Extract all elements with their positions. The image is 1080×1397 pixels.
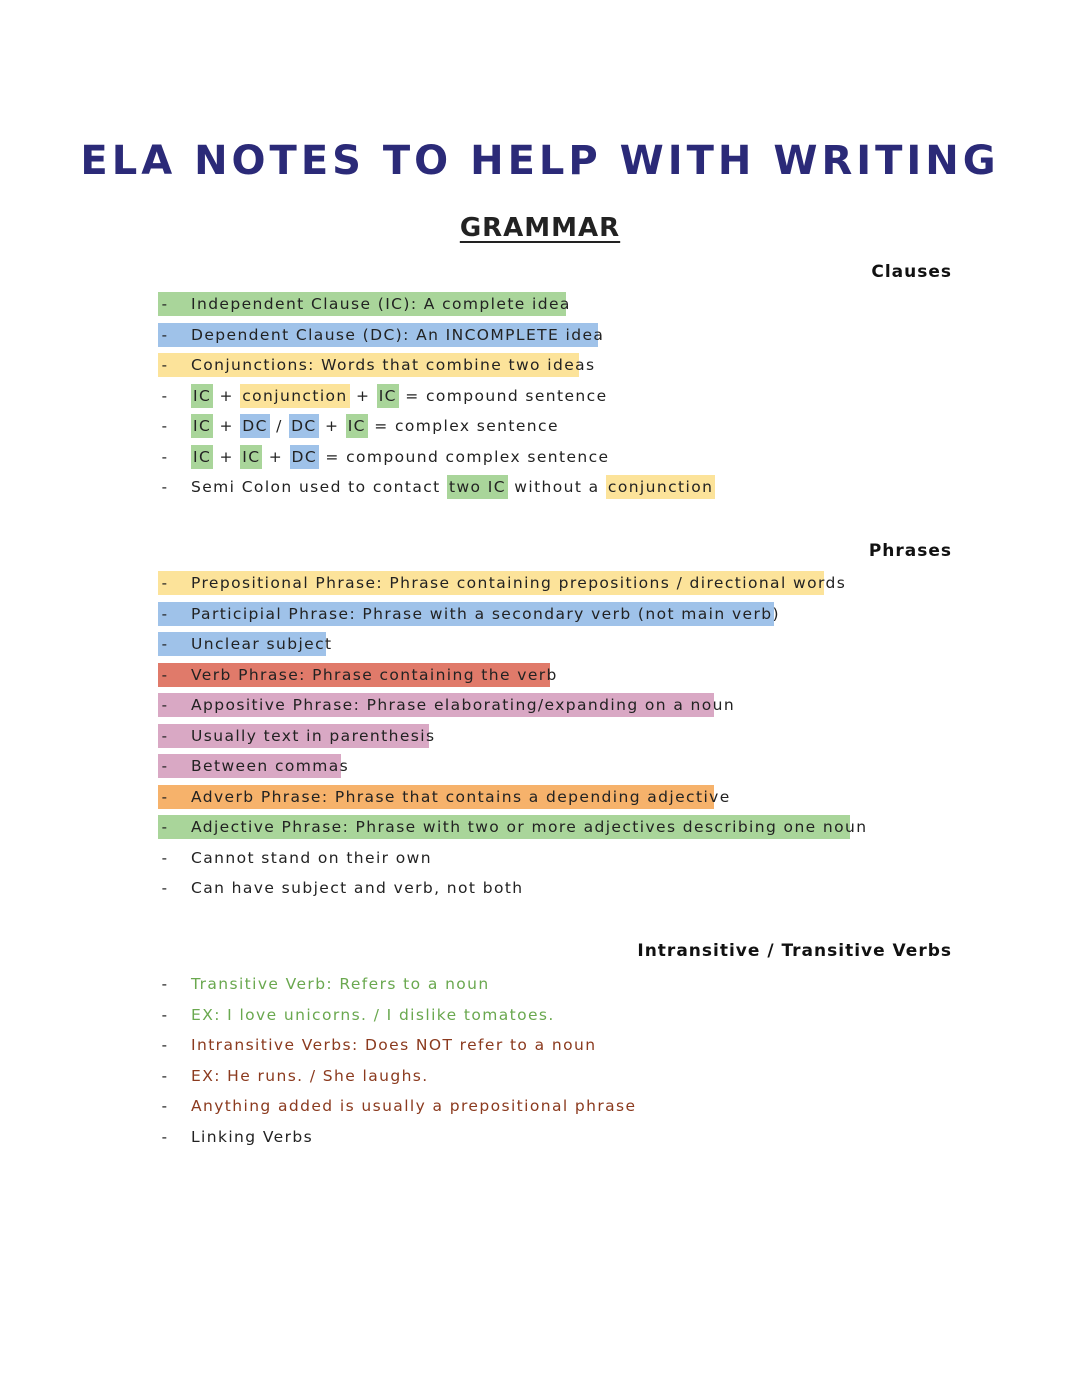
bullet-dash: -: [161, 757, 169, 775]
note-text: Between commas: [191, 757, 350, 775]
note-text: Appositive Phrase: Phrase elaborating/expanding on a noun: [191, 696, 736, 714]
section-label-clauses: Clauses: [871, 262, 952, 282]
bullet-dash: -: [161, 635, 169, 653]
operator: /: [276, 417, 283, 435]
note-text: Transitive Verb: Refers to a noun: [191, 975, 490, 993]
note-text: Can have subject and verb, not both: [191, 879, 524, 897]
note-text: Participial Phrase: Phrase with a secondary verb (not main verb): [191, 604, 780, 623]
note-text: Independent Clause (IC): A complete idea: [191, 295, 571, 313]
note-text: Conjunctions: Words that combine two ideas: [191, 356, 596, 374]
chip-conjunction: conjunction: [606, 475, 715, 499]
note-text: EX: He runs. / She laughs.: [191, 1066, 429, 1085]
note-text: Anything added is usually a prepositional phrase: [191, 1097, 637, 1115]
operator: +: [219, 386, 234, 405]
section-label-phrases: Phrases: [868, 541, 952, 561]
bullet-dash: -: [161, 665, 169, 684]
bullet-dash: -: [161, 574, 169, 592]
bullet-dash: -: [161, 295, 169, 313]
bullet-dash: -: [161, 1005, 169, 1024]
chip-dc: DC: [289, 414, 319, 438]
chip-ic: IC: [377, 384, 399, 408]
bullet-dash: -: [161, 975, 169, 993]
bullet-dash: -: [161, 325, 169, 344]
note-text: Prepositional Phrase: Phrase containing prepositions / directional words: [191, 574, 847, 592]
note-text: Adjective Phrase: Phrase with two or more adjectives describing one noun: [191, 818, 868, 836]
chip-ic: IC: [191, 414, 213, 438]
bullet-dash: -: [161, 356, 169, 374]
chip-ic: IC: [191, 384, 213, 408]
chip-ic: IC: [346, 414, 368, 438]
formula-result: = compound sentence: [405, 386, 608, 405]
chip-ic: IC: [191, 445, 213, 469]
section-heading-grammar: GRAMMAR: [459, 213, 621, 243]
chip-dc: DC: [240, 414, 270, 438]
bullet-dash: -: [161, 879, 169, 897]
operator: +: [219, 447, 234, 466]
note-text: Semi Colon used to contact: [191, 478, 441, 496]
chip-conjunction: conjunction: [240, 384, 349, 408]
bullet-dash: -: [161, 818, 169, 836]
note-text: Verb Phrase: Phrase containing the verb: [191, 665, 558, 684]
page-title: ELA NOTES TO HELP WITH WRITING: [80, 138, 1000, 184]
bullet-dash: -: [161, 386, 169, 405]
bullet-dash: -: [161, 787, 169, 806]
bullet-dash: -: [161, 417, 169, 435]
note-text: Cannot stand on their own: [191, 848, 432, 867]
bullet-dash: -: [161, 1127, 169, 1146]
bullet-dash: -: [161, 726, 169, 745]
note-text: Usually text in parenthesis: [191, 726, 436, 745]
operator: +: [324, 417, 340, 435]
bullet-dash: -: [161, 447, 169, 466]
bullet-dash: -: [161, 1097, 169, 1115]
chip-two-ic: two IC: [447, 475, 508, 499]
note-text: without a: [514, 478, 600, 496]
note-text: Unclear subject: [191, 635, 333, 653]
chip-ic: IC: [240, 445, 262, 469]
operator: +: [355, 386, 371, 405]
note-text: Dependent Clause (DC): An INCOMPLETE idea: [191, 325, 605, 344]
note-text: Adverb Phrase: Phrase that contains a depending adjective: [191, 787, 731, 806]
bullet-dash: -: [161, 604, 169, 623]
note-text: Intransitive Verbs: Does NOT refer to a noun: [191, 1036, 597, 1054]
note-text: Linking Verbs: [191, 1127, 314, 1146]
formula-result: = complex sentence: [374, 417, 559, 435]
bullet-dash: -: [161, 478, 169, 496]
bullet-dash: -: [161, 696, 169, 714]
chip-dc: DC: [290, 445, 320, 469]
section-label-verbs: Intransitive / Transitive Verbs: [637, 941, 952, 961]
operator: +: [219, 417, 234, 435]
operator: +: [268, 447, 284, 466]
bullet-dash: -: [161, 1066, 169, 1085]
formula-result: = compound complex sentence: [325, 447, 610, 466]
bullet-dash: -: [161, 1036, 169, 1054]
note-text: EX: I love unicorns. / I dislike tomatoes.: [191, 1005, 555, 1024]
bullet-dash: -: [161, 848, 169, 867]
